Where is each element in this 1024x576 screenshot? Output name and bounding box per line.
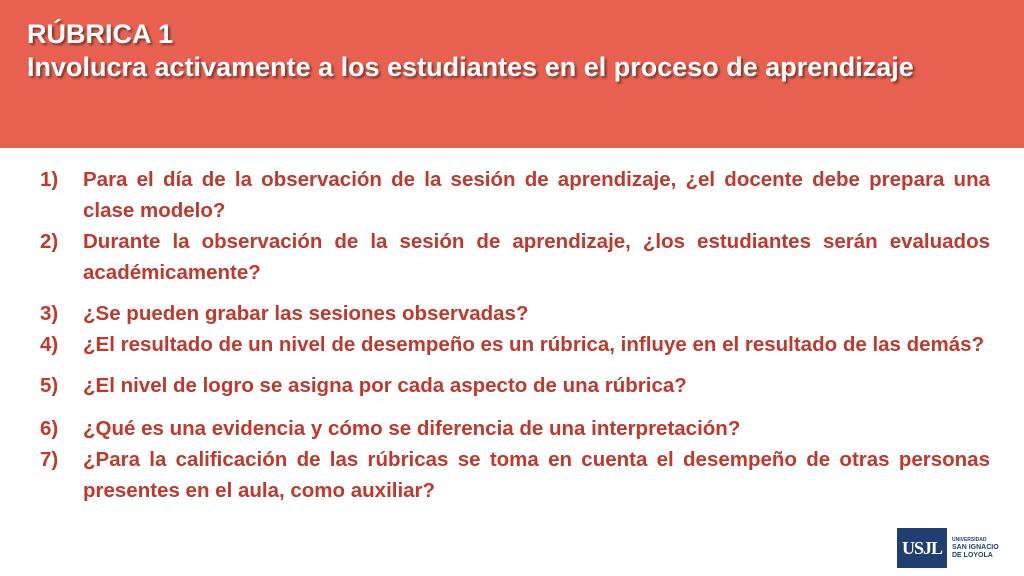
slide-header <box>0 0 1024 148</box>
logo-line3: DE LOYOLA <box>952 552 993 559</box>
list-item <box>40 329 990 360</box>
item-text: ¿El nivel de logro se asigna por cada aspecto de una rúbrica? <box>83 374 687 397</box>
item-text: ¿Qué es una evidencia y cómo se diferencia de una interpretación? <box>83 417 741 440</box>
item-text: ¿El resultado de un nivel de desempeño es un rúbrica, influye en el resultado de las demás? <box>83 333 985 356</box>
logo-line1: UNIVERSIDAD <box>952 537 987 543</box>
rubric-description: Involucra activamente a los estudiantes en el proceso de aprendizaje <box>27 52 914 82</box>
item-text: Para el día de la observación de la sesión de aprendizaje, ¿el docente debe prepara una clase modelo? <box>83 168 990 222</box>
slide-title <box>27 18 1007 84</box>
item-number: 5) <box>40 374 59 397</box>
rubric-label: RÚBRICA 1 <box>27 19 174 49</box>
item-number: 4) <box>40 333 59 356</box>
item-number: 2) <box>40 230 59 253</box>
question-list <box>40 164 990 506</box>
list-item <box>40 226 990 288</box>
item-text: ¿Se pueden grabar las sesiones observadas? <box>83 302 529 325</box>
list-item <box>40 413 990 444</box>
item-text: Durante la observación de la sesión de aprendizaje, ¿los estudiantes serán evaluados académicamente? <box>83 230 990 284</box>
item-number: 7) <box>40 448 59 471</box>
item-number: 3) <box>40 302 59 325</box>
list-item <box>40 370 990 401</box>
logo-line2: SAN IGNACIO <box>952 544 999 551</box>
item-number: 1) <box>40 168 59 191</box>
list-item <box>40 164 990 226</box>
list-item <box>40 444 990 506</box>
logo-text <box>952 536 999 560</box>
university-logo <box>897 527 1015 569</box>
item-text: ¿Para la calificación de las rúbricas se toma en cuenta el desempeño de otras personas presentes en el aula, como auxiliar? <box>83 448 990 502</box>
logo-mark: USJL <box>897 528 947 568</box>
item-number: 6) <box>40 417 59 440</box>
list-item <box>40 298 990 329</box>
